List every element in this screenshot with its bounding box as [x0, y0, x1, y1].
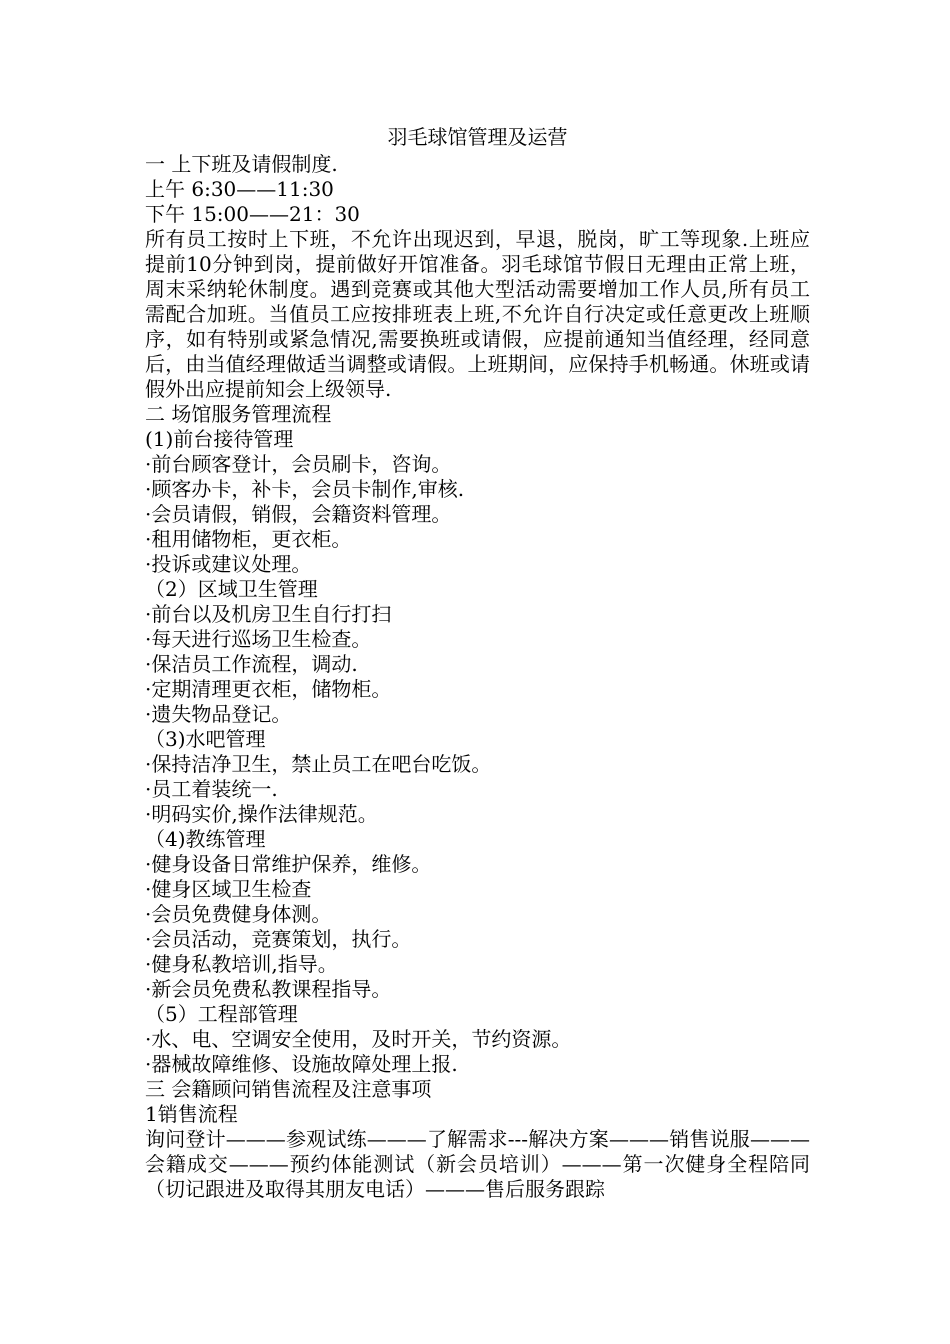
group-coach: [145, 827, 810, 1002]
list-item: ·顾客办卡，补卡，会员卡制作,审核.: [145, 477, 465, 501]
list-item: ·健身私教培训,指导。: [145, 952, 338, 976]
list-item: ·会员免费健身体测。: [145, 902, 332, 926]
group-title: (1)前台接待管理: [145, 427, 294, 451]
list-item: ·水、电、空调安全使用，及时开关，节约资源。: [145, 1027, 572, 1051]
group-title: （5）工程部管理: [145, 1002, 298, 1026]
section-sales: [145, 1077, 810, 1202]
list-item: ·会员请假，销假，会籍资料管理。: [145, 502, 452, 526]
list-item: ·新会员免费私教课程指导。: [145, 977, 392, 1001]
list-item: ·保洁员工作流程，调动.: [145, 652, 358, 676]
list-item: ·健身设备日常维护保养，维修。: [145, 852, 432, 876]
list-item: ·会员活动，竞赛策划，执行。: [145, 927, 412, 951]
section-heading: 一 上下班及请假制度.: [145, 152, 338, 176]
group-title: （4)教练管理: [145, 827, 266, 851]
group-title: （3)水吧管理: [145, 727, 266, 751]
group-hygiene: [145, 577, 810, 727]
list-item: ·定期清理更衣柜，储物柜。: [145, 677, 392, 701]
section-work-hours: [145, 152, 810, 402]
sales-process-paragraph: 询问登计———参观试练———了解需求---解决方案———销售说服———会籍成交———预约体能测试（新会员培训）———第一次健身全程陪同（切记跟进及取得其朋友电话）———售后服务跟踪: [145, 1127, 810, 1201]
list-item: ·器械故障维修、设施故障处理上报.: [145, 1052, 458, 1076]
group-front-desk: [145, 427, 810, 577]
subsection-heading: 1销售流程: [145, 1102, 238, 1126]
list-item: ·保持洁净卫生，禁止员工在吧台吃饭。: [145, 752, 492, 776]
document-page: [145, 122, 810, 1202]
list-item: ·遗失物品登记。: [145, 702, 292, 726]
morning-hours: 上午 6:30——11:30: [145, 177, 334, 201]
list-item: ·每天进行巡场卫生检查。: [145, 627, 372, 651]
section-heading: 三 会籍顾问销售流程及注意事项: [145, 1077, 432, 1101]
list-item: ·租用储物柜，更衣柜。: [145, 527, 352, 551]
group-water-bar: [145, 727, 810, 827]
section-heading: 二 场馆服务管理流程: [145, 402, 332, 426]
section-venue-service: [145, 402, 810, 1077]
group-title: （2）区域卫生管理: [145, 577, 318, 601]
group-engineering: [145, 1002, 810, 1077]
list-item: ·明码实价,操作法律规范。: [145, 802, 378, 826]
afternoon-hours: 下午 15:00——21：30: [145, 202, 360, 226]
list-item: ·投诉或建议处理。: [145, 552, 312, 576]
list-item: ·前台顾客登计，会员刷卡，咨询。: [145, 452, 452, 476]
document-title: 羽毛球馆管理及运营: [387, 125, 568, 149]
list-item: ·员工着装统一.: [145, 777, 278, 801]
list-item: ·前台以及机房卫生自行打扫: [145, 602, 392, 626]
work-policy-paragraph: 所有员工按时上下班，不允许出现迟到，早退，脱岗，旷工等现象.上班应提前10分钟到岗，提前做好开馆准备。羽毛球馆节假日无理由正常上班，周末采纳轮休制度。遇到竞赛或其他大型活动需要增加工作人员,所有员工需配合加班。当值员工应按排班表上班,不允许自行决定或任意更改上班顺序，如有特别或紧急情况,需要换班或请假，应提前通知当值经理，经同意后，由当值经理做适当调整或请假。上班期间，应保持手机畅通。休班或请假外出应提前知会上级领导.: [145, 227, 810, 401]
list-item: ·健身区域卫生检查: [145, 877, 312, 901]
